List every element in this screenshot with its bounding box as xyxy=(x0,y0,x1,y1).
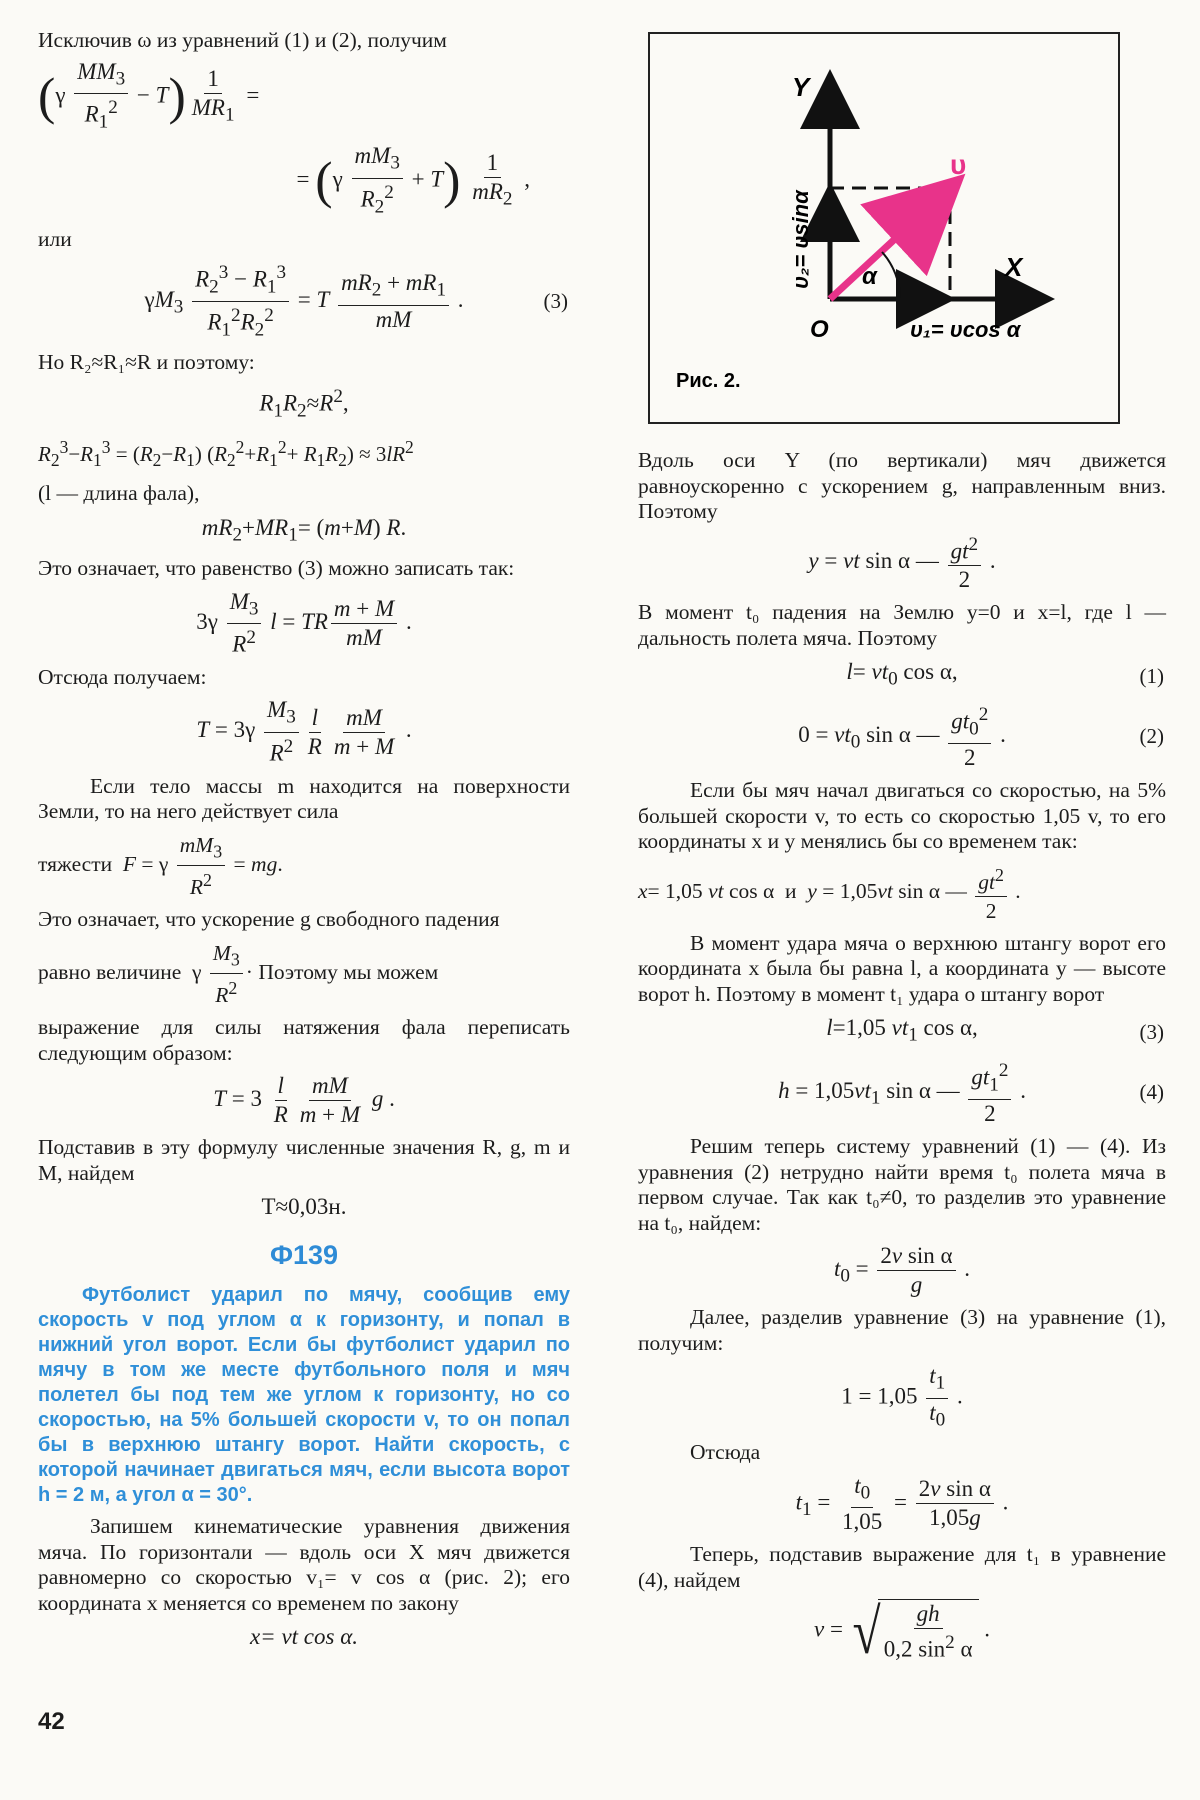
paragraph: В момент удара мяча о верхнюю штангу ворот его координата x была бы равна l, а координата y — высоте ворот h. Поэтому в момент t₁ удара о штангу ворот xyxy=(638,930,1166,1006)
left-column xyxy=(38,28,570,1658)
right-column xyxy=(638,28,1166,1670)
figure-diagram xyxy=(650,34,1118,422)
equation: y = vt sin α — $\frac{gt^2}{2}$ . xyxy=(638,531,1166,595)
paragraph: Это означает, что равенство (3) можно записать так: xyxy=(38,556,515,581)
paragraph: (l — длина фала), xyxy=(38,481,200,506)
equation-3: $\gamma M_3$ $\frac{R_2^3 - R_1^3}{R_1^2R_2^2}$ = T $\frac{mR_2 + mR_1}{mM}$ . (3) xyxy=(38,259,570,345)
equation: T = 3 $\frac{l}{R}$ $\frac{mM}{m + M}$ g . xyxy=(213,1073,395,1128)
vx-label: υ₁= υcos α xyxy=(910,317,1021,342)
page-number: 42 xyxy=(38,1708,65,1735)
paragraph: или xyxy=(38,227,72,252)
paragraph: В момент t₀ падения на Землю y=0 и x=l, где l — дальность полета мяча. Поэтому xyxy=(638,600,1166,650)
figure-caption: Рис. 2. xyxy=(676,370,741,392)
paragraph: Это означает, что ускорение g свободного падения xyxy=(38,907,500,932)
equation-number: (3) xyxy=(1139,1019,1164,1044)
paragraph: Теперь, подставив выражение для t₁ в уравнение (4), найдем xyxy=(638,1542,1166,1592)
equation-1: $l= vt_0$ cos α, (1) xyxy=(846,659,1164,690)
angle-label: α xyxy=(862,263,877,290)
origin-label: O xyxy=(810,316,829,343)
paragraph: Если бы мяч начал двигаться со скоростью, на 5% большей скорости v, то есть со скоростью 1,05 v, то его координаты x и y менялись бы со временем так: xyxy=(638,778,1166,853)
equation: x= vt cos α. xyxy=(249,1624,359,1650)
equation: $t_1$ = $\frac{t_0}{1,05}$ = $\frac{\text{2v sin α}}{1,05g}$ . xyxy=(795,1472,1009,1535)
equation-number: (2) xyxy=(1139,724,1164,749)
velocity-label: υ xyxy=(950,149,967,180)
paragraph: Решим теперь систему уравнений (1) — (4). Из уравнения (2) нетрудно найти время t₀ полета мяча в первом случае. Так как t₀≠0, то разделив это уравнение на t₀, найдем: xyxy=(638,1134,1166,1235)
paragraph: Исключив ω из уравнений (1) и (2), получим xyxy=(38,28,447,52)
equation-2: $0 = vt_0$ sin α — $\frac{gt_0^2}{2}$ . (2) xyxy=(638,701,1166,772)
equation: $R_1R_2\approx R^2$, xyxy=(259,385,349,421)
equation-number: (1) xyxy=(1139,663,1164,688)
equation: равно величине γ $\frac{M_3}{R^2}$ · Поэтому мы можем xyxy=(38,940,439,1008)
y-axis-label: Y xyxy=(792,72,810,102)
equation-number: (3) xyxy=(543,289,568,314)
paragraph: Но R₂≈R₁≈R и поэтому: xyxy=(38,350,255,375)
equation: тяжести F = γ $\frac{mM_3}{R^2}$ = mg. xyxy=(38,832,283,900)
equation: T = 3γ $\frac{M_3}{R^2}$ $\frac{l}{R}$ $\frac{mM}{m + M}$ . xyxy=(196,697,412,766)
text: Поэтому мы можем xyxy=(258,959,439,984)
equation: $mR_2+MR_1= (m+M)$ R. xyxy=(201,514,407,546)
paragraph: Отсюда xyxy=(690,1440,761,1465)
vy-label: υ₂= υsinα xyxy=(788,190,813,289)
equation: = (γ $\frac{mM_3}{R_2^2}$ + T) $\frac{1}{mR_2}$ , xyxy=(296,143,530,218)
paragraph: выражение для силы натяжения фала переписать следующим образом: xyxy=(38,1015,570,1065)
final-equation: v = √ $\frac{gh}{0,2 \sin^2 \alpha}$ . xyxy=(813,1595,991,1667)
paragraph: Отсюда получаем: xyxy=(38,664,207,689)
equation-number: (4) xyxy=(1139,1080,1164,1105)
equation: 1 = 1,05 $\frac{t_1}{t_0}$ . xyxy=(841,1363,963,1431)
paragraph: Вдоль оси Y (по вертикали) мяч движется равноускоренно с ускорением g, направленным вниз. Поэтому xyxy=(638,448,1166,523)
equation-3: l=1,05 $vt_1$ cos α, (3) xyxy=(826,1015,1164,1046)
x-axis-label: X xyxy=(1005,252,1023,282)
paragraph: Если тело массы m находится на поверхности Земли, то на него действует сила xyxy=(38,773,570,824)
equation: $R_2^3-R_1^3 = (R_2-R_1)$ $(R_2^2+R_1^2+ R_1R_2) \approx 3lR^2$ xyxy=(38,436,414,471)
figure-2 xyxy=(648,32,1120,424)
text: равно величине xyxy=(38,959,182,984)
paragraph: Подставив в эту формулу численные значения R, g, m и M, найдем xyxy=(38,1135,570,1185)
equation-4: $h = 1,05vt_1$ sin α — $\frac{gt_1^2}{2}$ . (4) xyxy=(638,1057,1166,1128)
equation: 3γ $\frac{M_3}{R^2}$ l = TR $\frac{m + M}{mM}$ . xyxy=(196,588,412,657)
result: T≈0,03н. xyxy=(261,1194,347,1220)
equation: x= 1,05 vt cos α и y = 1,05vt sin α — $\frac{gt^2}{2}$ . xyxy=(638,861,1166,925)
paragraph: Запишем кинематические уравнения движения мяча. По горизонтали — вдоль оси X мяч движется равномерно со скоростью v₁= v cos α (рис. 2); его координата x меняется со временем по закону xyxy=(38,1514,570,1615)
paragraph: Далее, разделив уравнение (3) на уравнение (1), получим: xyxy=(638,1305,1166,1355)
velocity-vector xyxy=(830,188,950,299)
text: тяжести xyxy=(38,851,113,876)
problem-statement: Футболист ударил по мячу, сообщив ему скорость v под углом α к горизонту, и попал в нижний угол ворот. Если бы футболист ударил по мячу в том же месте футбольного поля и мяч полетел бы под тем же углом к горизонту, но со скоростью, на 5% большей скорости v, то он попал бы в верхнюю штангу ворот. Найти скорость, с которой начинает двигаться мяч, если высота ворот h = 2 м, а угол α = 30°. xyxy=(38,1284,570,1507)
equation: $t_0$ = $\frac{\text{2v sin α}}{g}$ . xyxy=(833,1243,971,1297)
angle-arc xyxy=(882,252,900,299)
problem-title: Ф139 xyxy=(269,1240,339,1271)
equation: (γ $\frac{MM_3}{R_1^2}$ − T) $\frac{1}{MR_1}$ = xyxy=(38,58,260,133)
